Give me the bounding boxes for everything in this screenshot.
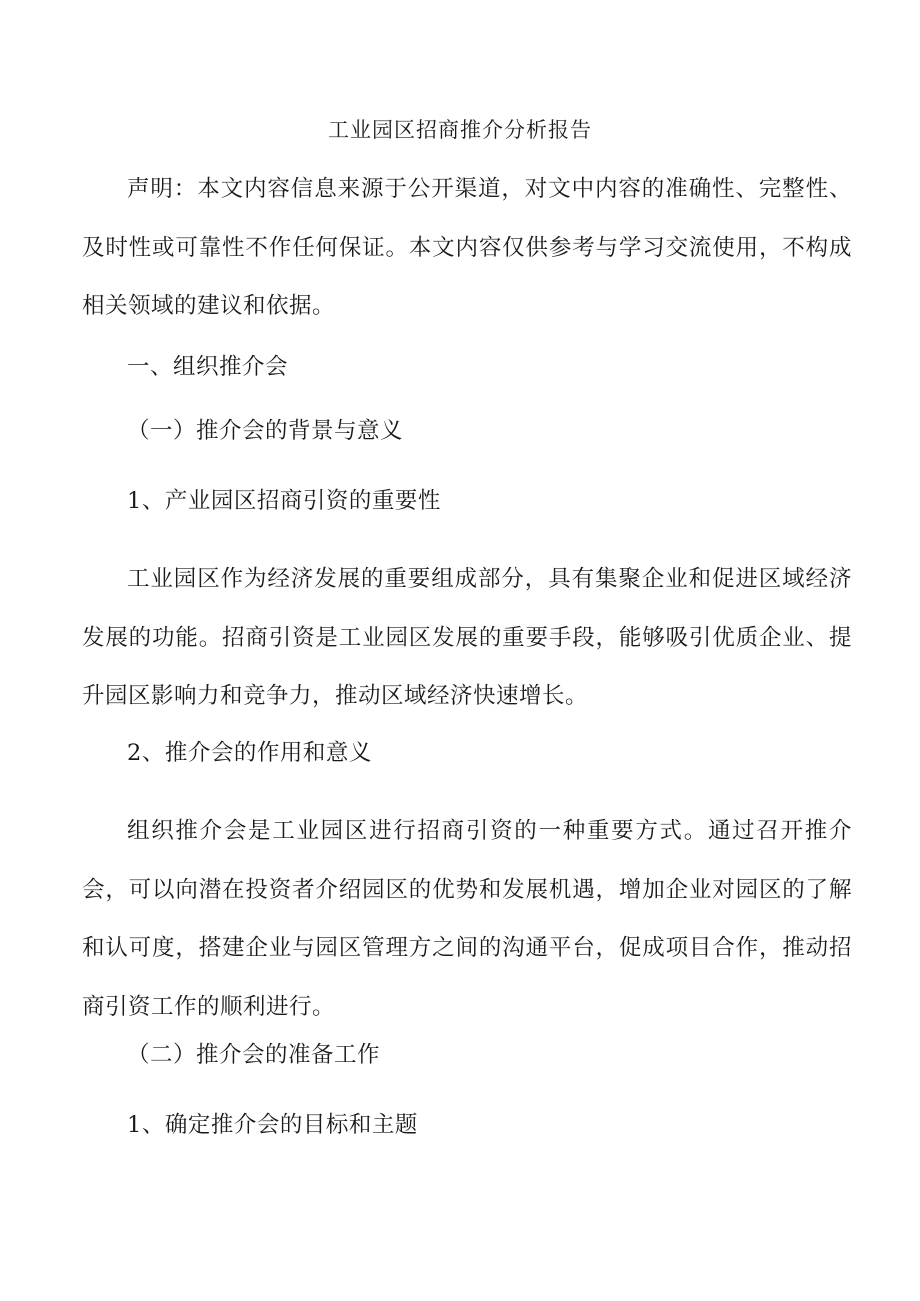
subsection-heading-preparation: （二）推介会的准备工作 [127,1042,381,1068]
disclaimer-paragraph: 声明：本文内容信息来源于公开渠道，对文中内容的准确性、完整性、及时性或可靠性不作任何保证。本文内容仅供参考与学习交流使用，不构成相关领域的建议和依据。 [82,176,852,320]
item-heading-importance: 1、产业园区招商引资的重要性 [127,488,441,514]
section-heading-organize-conference: 一、组织推介会 [127,354,289,380]
item-heading-goal-theme: 1、确定推介会的目标和主题 [127,1112,418,1138]
subsection-heading-background: （一）推介会的背景与意义 [127,418,404,444]
document-title: 工业园区招商推介分析报告 [328,118,592,142]
item-body-importance: 工业园区作为经济发展的重要组成部分，具有集聚企业和促进区域经济发展的功能。招商引资是工业园区发展的重要手段，能够吸引优质企业、提升园区影响力和竞争力，推动区域经济快速增长。 [82,566,852,710]
item-body-role: 组织推介会是工业园区进行招商引资的一种重要方式。通过召开推介会，可以向潜在投资者介绍园区的优势和发展机遇，增加企业对园区的了解和认可度，搭建企业与园区管理方之间的沟通平台，促成项目合作，推动招商引资工作的顺利进行。 [82,818,852,1020]
item-heading-role: 2、推介会的作用和意义 [127,740,372,766]
